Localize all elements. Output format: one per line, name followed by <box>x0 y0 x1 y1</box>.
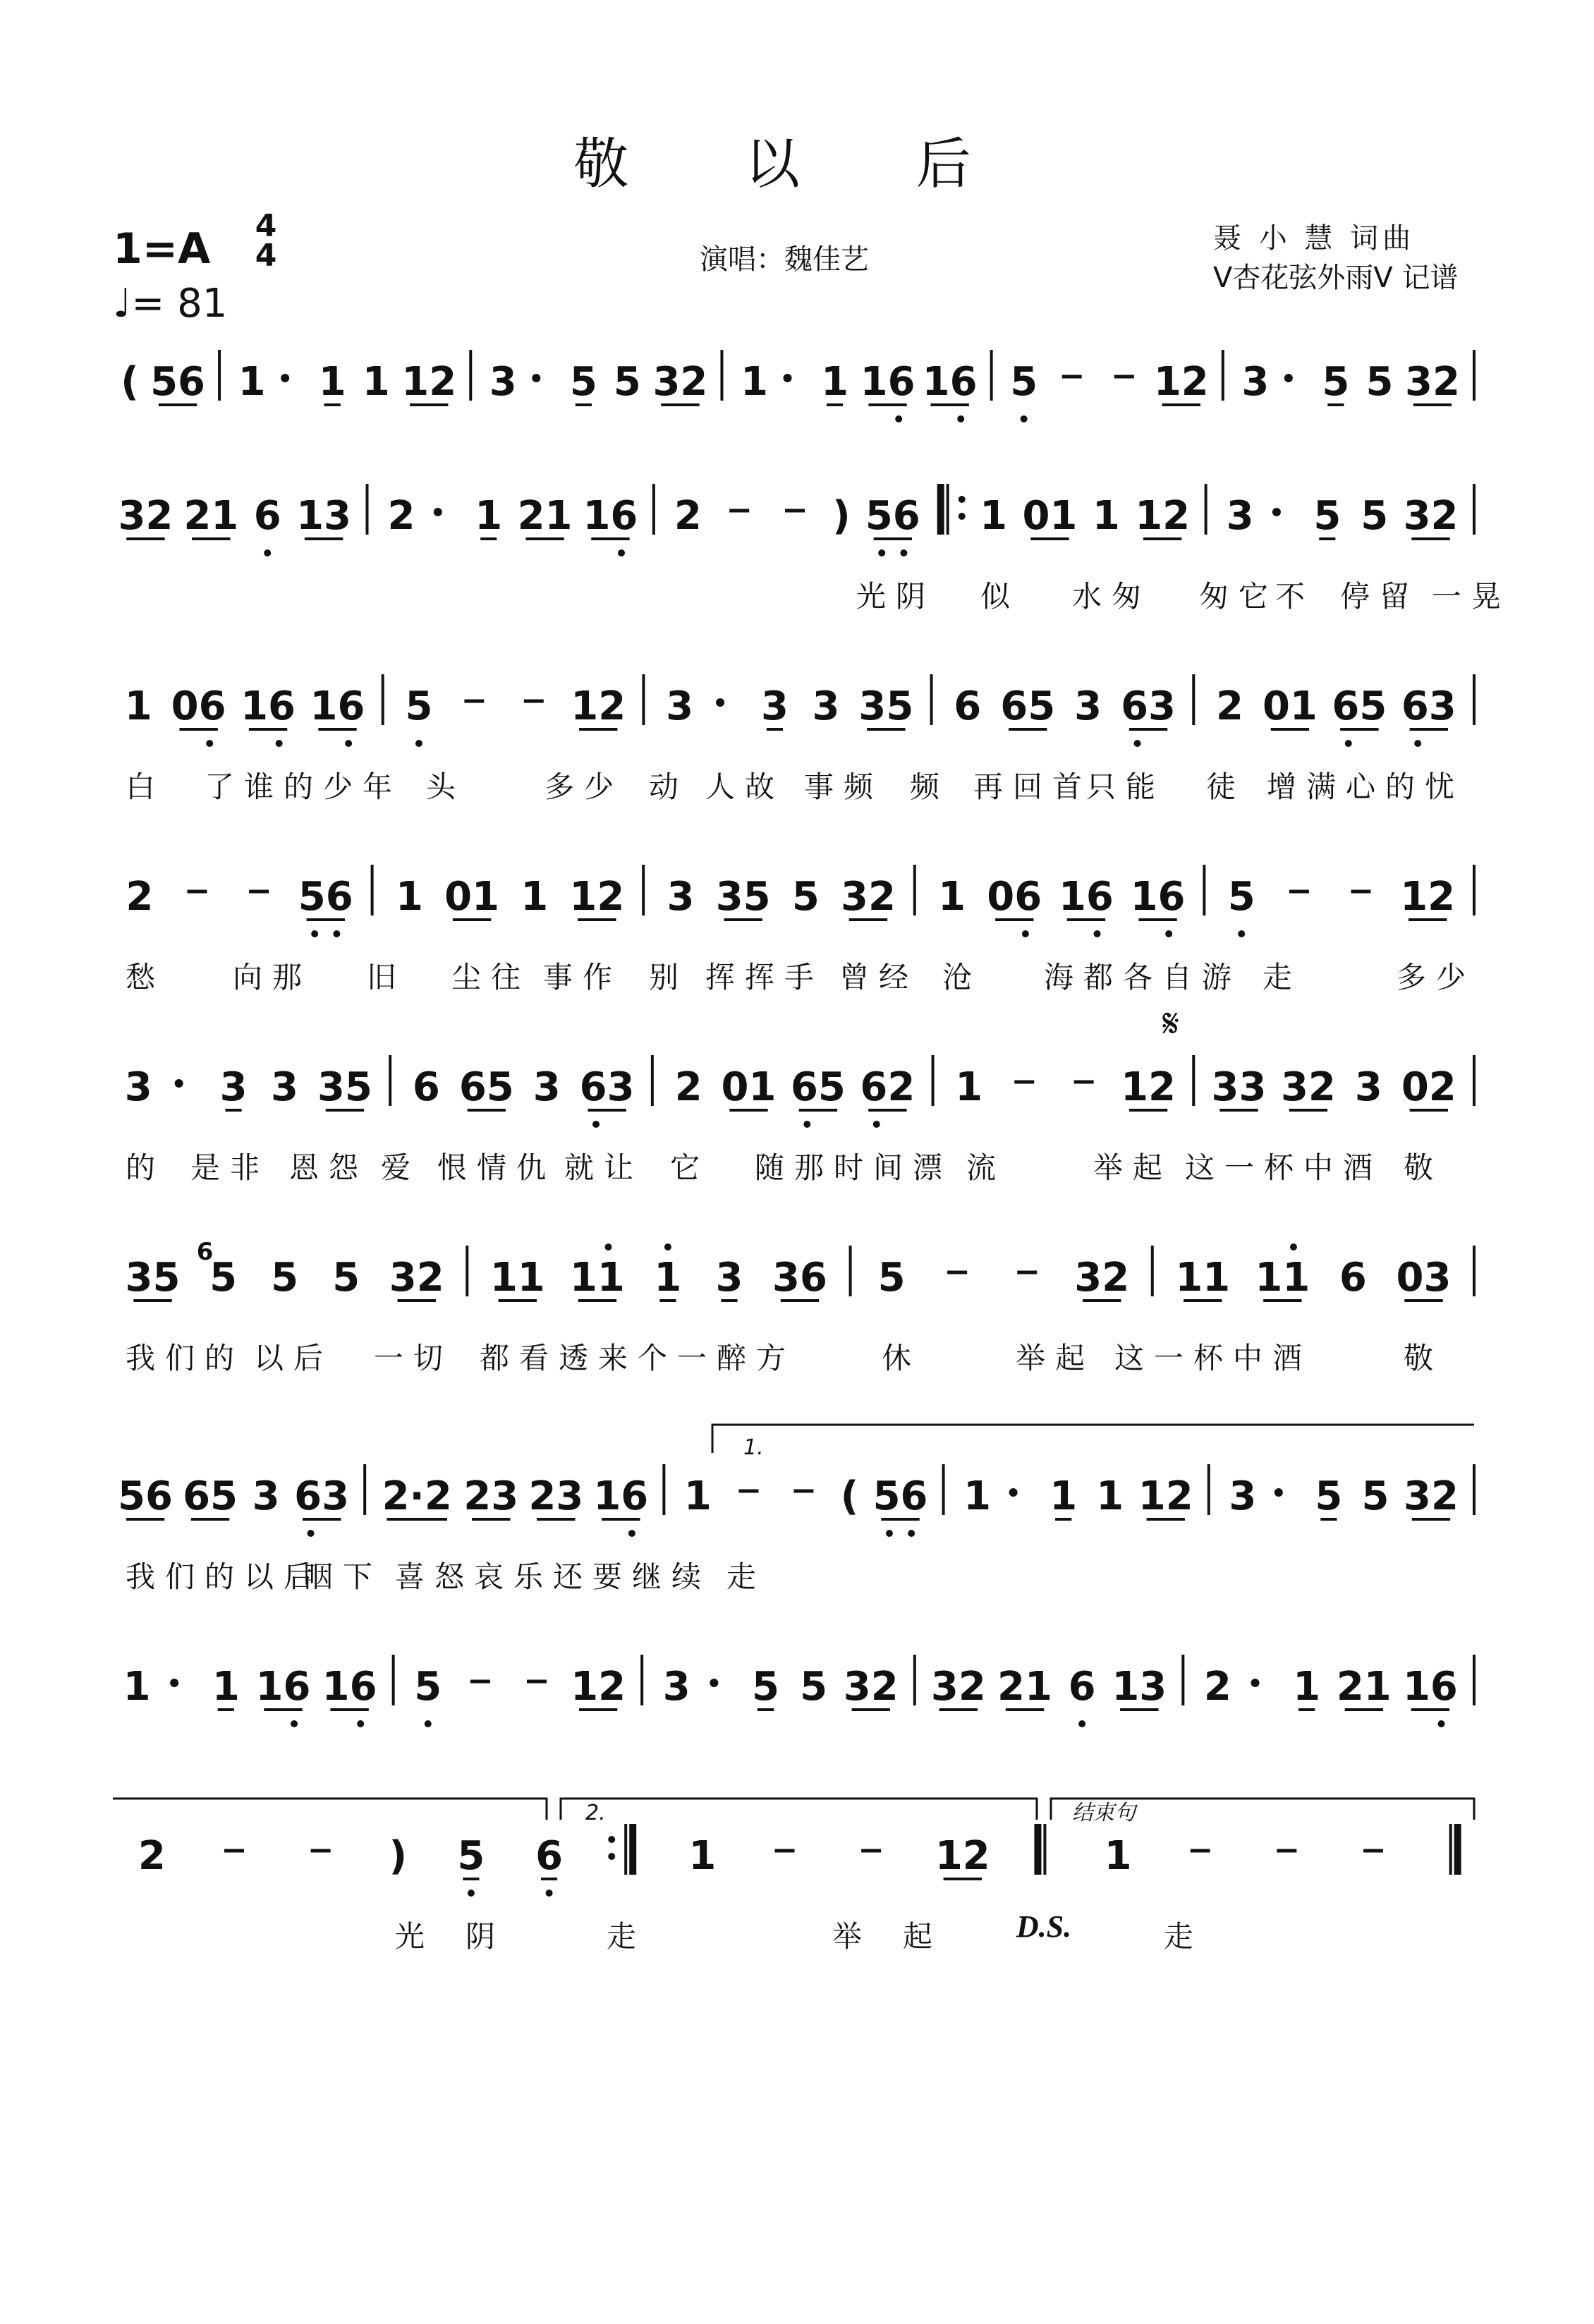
lyric: 我们的以后 <box>126 1559 324 1594</box>
lyric: 的 <box>126 1150 166 1185</box>
lyric: 多少 <box>544 769 624 804</box>
note: 65 <box>1332 683 1387 729</box>
lyric: 事频 <box>804 769 884 804</box>
note: 65 <box>790 1064 846 1110</box>
note: 65 <box>1000 683 1056 729</box>
note: 35 <box>858 683 914 729</box>
note: 12 <box>571 1664 626 1710</box>
note: 1 <box>238 359 266 405</box>
note: 32 <box>1405 359 1460 405</box>
note: 11 <box>489 1255 545 1301</box>
grace-note: 6 <box>196 1238 214 1266</box>
note: 1 <box>521 874 549 920</box>
note: 03 <box>1396 1255 1452 1301</box>
note: 16 <box>860 359 915 405</box>
high-octave-dot <box>1290 1243 1297 1251</box>
note: 21 <box>1336 1664 1392 1710</box>
note: 12 <box>935 1833 990 1879</box>
note: 32 <box>843 1664 899 1710</box>
ending-label: 结束句 <box>1072 1801 1136 1825</box>
lyric: 这一杯中酒 <box>1114 1341 1313 1375</box>
note: 5 <box>405 683 433 729</box>
low-octave-dot <box>345 740 352 747</box>
high-octave-dot <box>604 1243 612 1251</box>
note: 1 <box>395 874 423 920</box>
note: 6 <box>1068 1664 1096 1710</box>
note: 5 <box>613 359 641 405</box>
note: 01 <box>1022 493 1078 539</box>
dot-extension <box>170 1679 178 1687</box>
low-octave-dot <box>333 930 340 937</box>
note: 35 <box>125 1255 181 1301</box>
low-octave-dot <box>291 1720 298 1727</box>
note: 5 <box>1365 359 1394 405</box>
note: 06 <box>987 874 1042 920</box>
note: 01 <box>721 1064 777 1110</box>
lyric: 事作 <box>543 960 623 994</box>
note: 32 <box>1280 1064 1336 1110</box>
low-octave-dot <box>1165 930 1172 937</box>
note: 3 <box>666 683 694 729</box>
lyric: 阴 <box>466 1919 506 1954</box>
key-signature: 1=A <box>113 224 211 274</box>
dot-extension <box>281 374 289 382</box>
note: 56 <box>872 1473 928 1519</box>
lyric: 流 <box>966 1150 1006 1185</box>
note: 01 <box>444 874 500 920</box>
note: 2 <box>138 1833 166 1879</box>
note: 1 <box>212 1664 240 1710</box>
note: 63 <box>579 1064 635 1110</box>
note: 11 <box>1175 1255 1231 1301</box>
note: 3 <box>252 1473 280 1519</box>
note: 12 <box>1400 874 1456 920</box>
lyric: 都看透来个一醉方 <box>480 1341 796 1375</box>
note: 5 <box>457 1833 485 1879</box>
note: 1 <box>124 683 152 729</box>
note: 3 <box>1241 359 1270 405</box>
lyric: 沧 <box>942 960 982 994</box>
note: 3 <box>1354 1064 1382 1110</box>
lyric: 人故 <box>705 769 785 804</box>
note: 21 <box>183 493 239 539</box>
note: 1 <box>740 359 768 405</box>
note: 23 <box>528 1473 584 1519</box>
dot-extension <box>1284 374 1293 382</box>
note: 1 <box>362 359 390 405</box>
note: 11 <box>1255 1255 1310 1301</box>
note: 12 <box>571 683 626 729</box>
note: 32 <box>652 359 708 405</box>
note: 5 <box>1315 1473 1343 1519</box>
note: 5 <box>1361 493 1389 539</box>
note: 63 <box>294 1473 350 1519</box>
note: 5 <box>1313 493 1341 539</box>
note: 12 <box>569 874 625 920</box>
note: 32 <box>1403 493 1459 539</box>
lyric: 休 <box>882 1341 922 1375</box>
note: 16 <box>241 683 296 729</box>
low-octave-dot <box>886 1530 893 1537</box>
volta-label-1: 1. <box>743 1435 764 1460</box>
note: 56 <box>865 493 920 539</box>
dot-extension <box>175 1079 183 1088</box>
lyric: 的 <box>205 1341 245 1375</box>
note: 56 <box>150 359 206 405</box>
note: 32 <box>389 1255 444 1301</box>
lyric: 举 <box>832 1919 872 1954</box>
lyric: 光 <box>395 1919 435 1954</box>
lyric: 起 <box>903 1919 943 1954</box>
low-octave-dot <box>468 1890 475 1897</box>
note: 16 <box>583 493 638 539</box>
lyric: 咽下 <box>303 1559 383 1594</box>
note: 32 <box>841 874 896 920</box>
singer-credit: 演唱：魏佳艺 <box>700 243 869 276</box>
lyric: 我们 <box>126 1341 205 1375</box>
bracket: ( <box>840 1473 859 1519</box>
dot-extension <box>1272 508 1281 516</box>
note: 5 <box>1361 1473 1389 1519</box>
note: 11 <box>569 1255 625 1301</box>
lyric: 别 <box>649 960 689 994</box>
note: 23 <box>463 1473 519 1519</box>
note: 33 <box>1211 1064 1267 1110</box>
note: 32 <box>930 1664 986 1710</box>
note: 16 <box>1130 874 1186 920</box>
low-octave-dot <box>803 1121 810 1128</box>
lyric: 走 <box>726 1559 767 1594</box>
note: 1 <box>683 1473 712 1519</box>
note: 65 <box>458 1064 514 1110</box>
note: 2 <box>674 493 702 539</box>
note: 5 <box>1010 359 1038 405</box>
low-octave-dot <box>908 1530 915 1537</box>
low-octave-dot <box>1238 930 1245 937</box>
note: 2 <box>1203 1664 1231 1710</box>
dot-extension <box>710 1679 718 1687</box>
note: 3 <box>662 1664 690 1710</box>
lyric: 走 <box>607 1919 647 1954</box>
lyric: 再回首 <box>973 769 1093 804</box>
dot-extension <box>716 698 724 707</box>
lyric: 恩怨 <box>289 1150 369 1185</box>
lyric: 向那 <box>233 960 312 994</box>
note: 1 <box>821 359 849 405</box>
low-octave-dot <box>873 1121 880 1128</box>
low-octave-dot <box>618 549 625 556</box>
note: 12 <box>1121 1064 1176 1110</box>
page-title: 敬 以 后 <box>573 133 1021 196</box>
note: 16 <box>255 1664 311 1710</box>
time-signature-top: 4 <box>255 208 277 244</box>
lyric: 尘往 <box>451 960 531 994</box>
lyric: 频 <box>910 769 950 804</box>
note: 02 <box>1401 1064 1456 1110</box>
note: 1 <box>1104 1833 1132 1879</box>
lyric: 走 <box>1164 1919 1204 1954</box>
note: 13 <box>296 493 352 539</box>
composer-credit: 聂 小 慧 词曲 <box>1213 222 1416 255</box>
lyric: 海都各自游 <box>1044 960 1242 994</box>
note: 5 <box>752 1664 779 1710</box>
lyric: 了谁的少年 <box>205 769 403 804</box>
lyric: 多少 <box>1397 960 1476 994</box>
low-octave-dot <box>1022 930 1029 937</box>
volta-label-2: 2. <box>585 1801 606 1825</box>
note: 2 <box>674 1064 702 1110</box>
note: 3 <box>124 1064 152 1110</box>
low-octave-dot <box>276 740 283 747</box>
lyric: 爱 <box>381 1150 421 1185</box>
note: 12 <box>1135 493 1191 539</box>
note: 1 <box>475 493 503 539</box>
volta-bracket-carry <box>113 1799 547 1820</box>
low-octave-dot <box>1345 740 1352 747</box>
note: 1 <box>654 1255 682 1301</box>
note: 2·2 <box>382 1473 452 1519</box>
note: 1 <box>1092 493 1120 539</box>
note: 3 <box>533 1064 561 1110</box>
note: 12 <box>1153 359 1209 405</box>
lyric: 水匆 <box>1072 579 1152 614</box>
note: 21 <box>517 493 573 539</box>
lyric: 以后 <box>254 1341 334 1375</box>
lyric: 光阴 <box>856 579 936 614</box>
note: 3 <box>761 683 789 729</box>
lyric: 增满心的忧 <box>1267 769 1465 804</box>
lyric: 这一杯中酒 <box>1185 1150 1383 1185</box>
lyric: 它 <box>670 1150 710 1185</box>
note: 65 <box>183 1473 238 1519</box>
lyric: 挥挥手 <box>705 960 825 994</box>
lyric: 举起 <box>1016 1341 1095 1375</box>
repeat-dot <box>959 496 966 503</box>
time-signature-bottom: 4 <box>255 238 277 274</box>
low-octave-dot <box>1094 930 1101 937</box>
low-octave-dot <box>878 549 885 556</box>
note: 32 <box>1074 1255 1130 1301</box>
lyric: 似 <box>980 579 1021 614</box>
note: 5 <box>1322 359 1350 405</box>
lyric: 不 <box>1275 579 1315 614</box>
note: 01 <box>1262 683 1318 729</box>
lyric: 走 <box>1263 960 1303 994</box>
lyric: 就让 <box>564 1150 644 1185</box>
dot-extension <box>1009 1488 1018 1497</box>
lyric: 恨情仇 <box>437 1150 556 1185</box>
dot-extension <box>532 374 540 382</box>
note: 1 <box>938 874 966 920</box>
note: 62 <box>860 1064 915 1110</box>
low-octave-dot <box>206 740 213 747</box>
note: 5 <box>332 1255 360 1301</box>
bracket: ) <box>832 493 851 539</box>
note: 3 <box>1226 493 1254 539</box>
note: 63 <box>1121 683 1176 729</box>
note: 06 <box>171 683 226 729</box>
note: 6 <box>253 493 281 539</box>
lyric: 头 <box>426 769 466 804</box>
note: 6 <box>412 1064 440 1110</box>
note: 32 <box>1404 1473 1459 1519</box>
lyric: 匆它 <box>1199 579 1279 614</box>
note: 16 <box>322 1664 377 1710</box>
note: 12 <box>401 359 457 405</box>
low-octave-dot <box>311 930 318 937</box>
lyric: 一切 <box>374 1341 454 1375</box>
dot-extension <box>784 374 792 382</box>
low-octave-dot <box>1438 1720 1445 1727</box>
ds-marking: D.S. <box>1016 1909 1072 1944</box>
volta-bracket-2 <box>561 1799 1037 1820</box>
low-octave-dot <box>308 1530 315 1537</box>
lyric: 停留 <box>1340 579 1420 614</box>
note: 2 <box>1216 683 1243 729</box>
note: 1 <box>1293 1664 1321 1710</box>
note: 16 <box>922 359 978 405</box>
low-octave-dot <box>1133 740 1140 747</box>
note: 32 <box>118 493 174 539</box>
note: 6 <box>1339 1255 1367 1301</box>
note: 2 <box>387 493 415 539</box>
lyric: 举起 <box>1093 1150 1173 1185</box>
lyric: 是非 <box>190 1150 270 1185</box>
repeat-dot <box>608 1853 615 1860</box>
note: 5 <box>271 1255 299 1301</box>
note: 5 <box>569 359 597 405</box>
note: 1 <box>1096 1473 1124 1519</box>
lyric: 喜怒哀乐还要继续 <box>395 1559 712 1594</box>
note: 5 <box>791 874 820 920</box>
note: 5 <box>1227 874 1255 920</box>
note: 1 <box>688 1833 717 1879</box>
repeat-dot <box>959 513 966 520</box>
lyric: 一晃 <box>1432 579 1511 614</box>
note: 35 <box>317 1064 372 1110</box>
note: 3 <box>219 1064 248 1110</box>
lyric: 旧 <box>367 960 407 994</box>
low-octave-dot <box>357 1720 364 1727</box>
note: 1 <box>955 1064 983 1110</box>
note: 2 <box>126 874 154 920</box>
note: 12 <box>1138 1473 1193 1519</box>
transcriber-credit: V杏花弦外雨V 记谱 <box>1213 262 1459 294</box>
note: 3 <box>1229 1473 1257 1519</box>
note: 56 <box>298 874 353 920</box>
note: 21 <box>997 1664 1052 1710</box>
note: 63 <box>1401 683 1456 729</box>
low-octave-dot <box>425 1720 432 1727</box>
lyric: 白 <box>126 769 166 804</box>
note: 1 <box>123 1664 151 1710</box>
lyric: 动 <box>649 769 689 804</box>
low-octave-dot <box>957 415 964 422</box>
lyric: 敬 <box>1404 1150 1444 1185</box>
volta-bracket-1 <box>712 1425 1474 1453</box>
low-octave-dot <box>628 1530 635 1537</box>
low-octave-dot <box>1021 415 1028 422</box>
low-octave-dot <box>1078 1720 1085 1727</box>
note: 16 <box>310 683 365 729</box>
bracket: ) <box>389 1833 408 1879</box>
dot-extension <box>1251 1679 1260 1687</box>
note: 16 <box>1058 874 1114 920</box>
note: 3 <box>667 874 695 920</box>
note: 5 <box>800 1664 828 1710</box>
low-octave-dot <box>264 549 271 556</box>
high-octave-dot <box>664 1243 671 1251</box>
note: 3 <box>812 683 840 729</box>
note: 1 <box>1050 1473 1078 1519</box>
note: 1 <box>318 359 346 405</box>
lyric: 只能 <box>1086 769 1166 804</box>
low-octave-dot <box>900 549 907 556</box>
note: 5 <box>414 1664 442 1710</box>
note: 3 <box>489 359 517 405</box>
low-octave-dot <box>895 415 902 422</box>
lyric: 愁 <box>126 960 166 994</box>
low-octave-dot <box>415 740 422 747</box>
note: 13 <box>1112 1664 1167 1710</box>
lyric: 敬 <box>1404 1341 1444 1375</box>
note: 1 <box>963 1473 992 1519</box>
note: 3 <box>271 1064 298 1110</box>
note: 16 <box>593 1473 649 1519</box>
segno-sign: 𝄋 <box>1162 1001 1180 1047</box>
dot-extension <box>434 508 442 516</box>
lyric: 曾经 <box>839 960 919 994</box>
note: 3 <box>715 1255 743 1301</box>
dot-extension <box>1274 1488 1283 1497</box>
repeat-dot <box>608 1836 615 1843</box>
note: 56 <box>118 1473 173 1519</box>
note: 36 <box>772 1255 827 1301</box>
note: 6 <box>954 683 982 729</box>
note: 5 <box>209 1255 238 1301</box>
note: 35 <box>715 874 771 920</box>
note: 1 <box>980 493 1008 539</box>
note: 16 <box>1402 1664 1458 1710</box>
note: 6 <box>535 1833 564 1879</box>
bracket: ( <box>121 359 139 405</box>
lyric: 随那时间漂 <box>755 1150 953 1185</box>
note: 3 <box>1074 683 1102 729</box>
low-octave-dot <box>592 1121 600 1128</box>
low-octave-dot <box>546 1890 553 1897</box>
low-octave-dot <box>1414 740 1421 747</box>
lyric: 徒 <box>1206 769 1246 804</box>
note: 5 <box>877 1255 906 1301</box>
tempo-marking: ♩= 81 <box>113 281 228 327</box>
